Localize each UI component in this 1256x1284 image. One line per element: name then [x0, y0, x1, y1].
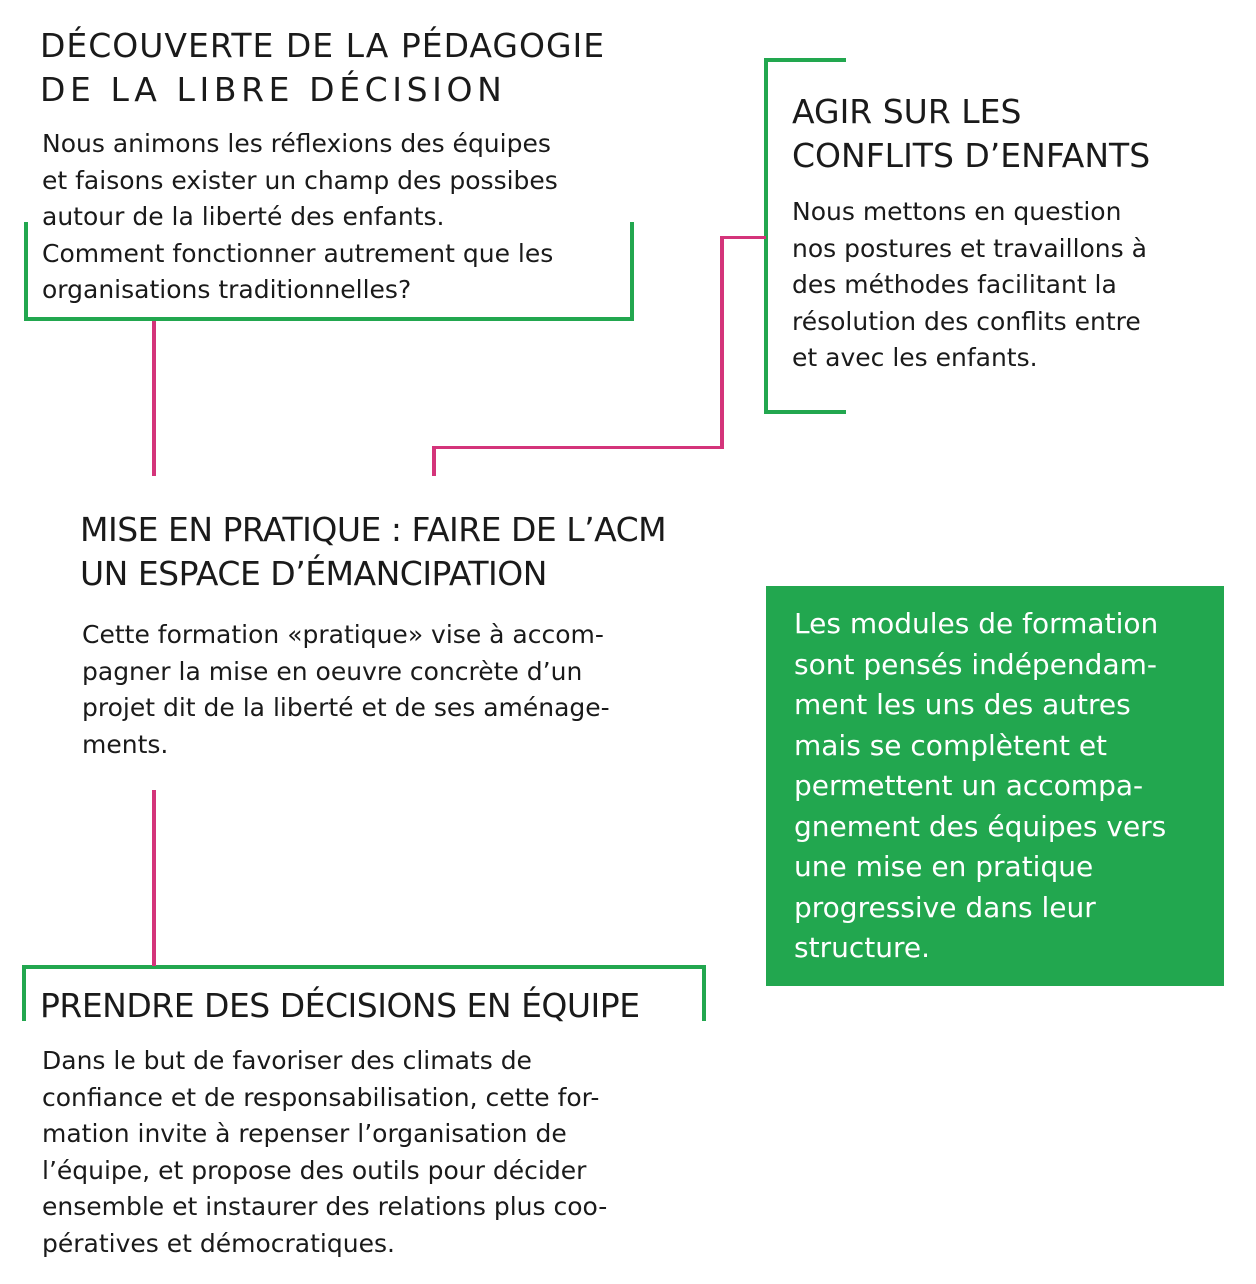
connector-conflits-drop	[432, 446, 436, 476]
module-conflits-title: AGIR SUR LES CONFLITS D’ENFANTS	[792, 92, 1151, 175]
module-pratique-body: Cette formation «pratique» vise à accom- pagner la mise en oeuvre concrète d’un projet dit de la liberté et de ses aménage- ments.	[82, 620, 610, 759]
bracket-conflits-top	[764, 58, 846, 62]
bracket-conflits-bottom	[764, 410, 846, 414]
connector-decouverte-to-pratique	[152, 321, 156, 476]
connector-pratique-to-decisions	[152, 790, 156, 966]
bracket-decouverte-left	[24, 222, 28, 321]
info-note-text: Les modules de formation sont pensés indépendam- ment les uns des autres mais se complètent et permettent un accompa- gnement des équipes vers une mise en pratique progressive dans leur structure.	[794, 607, 1167, 964]
module-decouverte-title-line1: DÉCOUVERTE DE LA PÉDAGOGIE	[40, 26, 606, 65]
module-decouverte-body: Nous animons les réflexions des équipes et faisons exister un champ des possibes autour de la liberté des enfants. Comment fonctionner autrement que les organisations traditionnelles?	[42, 129, 558, 304]
module-decisions-title: PRENDRE DES DÉCISIONS EN ÉQUIPE	[40, 986, 640, 1025]
info-note-box	[766, 586, 1224, 986]
module-decouverte-title-line2: DE LA LIBRE DÉCISION	[40, 70, 507, 109]
connector-conflits-v	[720, 236, 724, 449]
module-pratique-title: MISE EN PRATIQUE : FAIRE DE L’ACM UN ESPACE D’ÉMANCIPATION	[80, 510, 667, 593]
module-decisions-body: Dans le but de favoriser des climats de confiance et de responsabilisation, cette for- mation invite à repenser l’organisation de l’équipe, et propose des outils pour décider ensemble et instaurer des relations plus coo- pératives et démocratiques.	[42, 1046, 608, 1258]
bracket-decisions-right	[702, 965, 706, 1021]
bracket-decisions-left	[22, 965, 26, 1021]
connector-conflits-h-top	[721, 236, 766, 239]
bracket-decisions-top	[22, 965, 706, 969]
module-conflits-body: Nous mettons en question nos postures et travaillons à des méthodes facilitant la résolution des conflits entre et avec les enfants.	[792, 197, 1147, 372]
bracket-decouverte-right	[630, 222, 634, 321]
connector-conflits-h-bottom	[432, 446, 724, 449]
bracket-decouverte-bottom	[24, 317, 634, 321]
